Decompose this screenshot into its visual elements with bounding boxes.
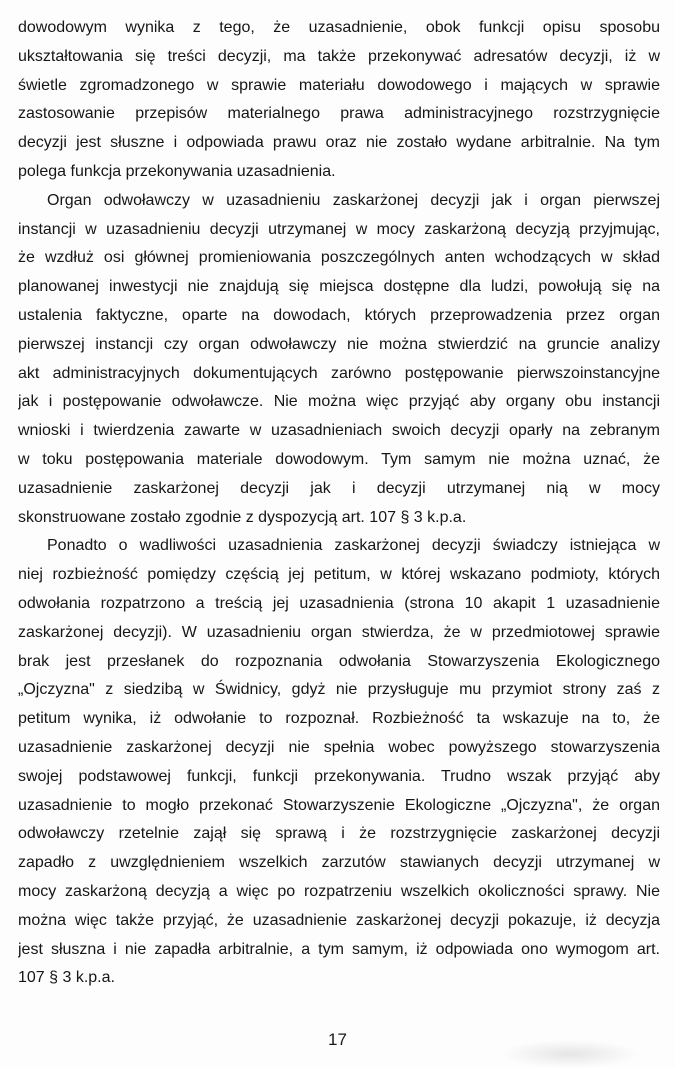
text-line: skonstruowane zostało zgodnie z dyspozycją art. 107 § 3 k.p.a. [18,508,467,526]
text-line: brak jest przesłanek do rozpoznania odwołania Stowarzyszenia Ekologicznego [18,652,660,670]
text-line: dowodowym wynika z tego, że uzasadnienie, obok funkcji opisu sposobu [18,19,660,36]
text-line: akt administracyjnych dokumentujących zarówno postępowanie pierwszoinstancyjne [18,364,660,382]
text-line: uzasadnienie zaskarżonej decyzji nie spełnia wobec powyższego stowarzyszenia [18,738,660,756]
text-line: ustalenia faktyczne, oparte na dowodach, których przeprowadzenia przez organ [18,306,660,324]
text-line: mocy zaskarżoną decyzją a więc po rozpatrzeniu wszelkich okoliczności sprawy. Nie [18,882,660,900]
text-line: petitum wynika, iż odwołanie to rozpoznał. Rozbieżność ta wskazuje na to, że [18,710,660,728]
text-line: świetle zgromadzonego w sprawie materiału dowodowego i mających w sprawie [18,76,660,94]
document-body [18,14,660,993]
text-line: można więc także przyjąć, że uzasadnienie zaskarżonej decyzji pokazuje, iż decyzja [18,911,660,929]
text-line: polega funkcja przekonywania uzasadnienia. [18,162,336,180]
text-line: Ponadto o wadliwości uzasadnienia zaskarżonej decyzji świadczy istniejąca w [47,537,660,555]
text-line: zaskarżonej decyzji). W uzasadnieniu organ stwierdza, że w przedmiotowej sprawie [18,623,660,641]
text-line: instancji w uzasadnieniu decyzji utrzymanej w mocy zaskarżoną decyzją przyjmując, [18,220,660,238]
text-line: zapadło z uwzględnieniem wszelkich zarzutów stawianych decyzji utrzymanej w [18,854,660,872]
text-line: „Ojczyzna" z siedzibą w Świdnicy, gdyż nie przysługuje mu przymiot strony zaś z [18,681,660,699]
text-line: w toku postępowania materiale dowodowym. Tym samym nie można uznać, że [18,450,660,468]
text-line: planowanej inwestycji nie znajdują się miejsca dostępne dla ludzi, powołują się na [18,278,660,296]
text-line: uzasadnienie zaskarżonej decyzji jak i decyzji utrzymanej nią w mocy [18,479,660,497]
text-line: swojej podstawowej funkcji, funkcji przekonywania. Trudno wszak przyjąć aby [18,767,660,785]
text-line: ukształtowania się treści decyzji, ma także przekonywać adresatów decyzji, iż w [18,47,660,65]
text-line: odwoławczy rzetelnie zajął się sprawą i że rozstrzygnięcie zaskarżonej decyzji [18,825,660,843]
text-line: uzasadnienie to mogło przekonać Stowarzyszenie Ekologiczne „Ojczyzna", że organ [18,796,660,814]
text-line: odwołania rozpatrzono a treścią jej uzasadnienia (strona 10 akapit 1 uzasadnienie [18,594,660,612]
text-line: 107 § 3 k.p.a. [18,969,115,987]
text-line: że wzdłuż osi głównej promieniowania poszczególnych anten wchodzących w skład [18,249,660,267]
page-number: 17 [328,1030,347,1049]
text-line: pierwszej instancji czy organ odwoławczy nie można stwierdzić na gruncie analizy [18,335,660,353]
text-line: decyzji jest słuszne i odpowiada prawu oraz nie zostało wydane arbitralnie. Na tym [18,134,660,152]
text-line: jest słuszna i nie zapadła arbitralnie, a tym samym, iż odpowiada ono wymogom art. [18,940,660,958]
text-line: wnioski i twierdzenia zawarte w uzasadnieniach swoich decyzji oparły na zebranym [18,422,660,440]
text-line: niej rozbieżność pomiędzy częścią jej petitum, w której wskazano podmioty, których [18,566,660,584]
text-line: Organ odwoławczy w uzasadnieniu zaskarżonej decyzji jak i organ pierwszej [47,191,660,209]
text-line: zastosowanie przepisów materialnego prawa administracyjnego rozstrzygnięcie [18,105,660,123]
text-line: jak i postępowanie odwoławcze. Nie można więc przyjąć aby organy obu instancji [18,393,660,411]
